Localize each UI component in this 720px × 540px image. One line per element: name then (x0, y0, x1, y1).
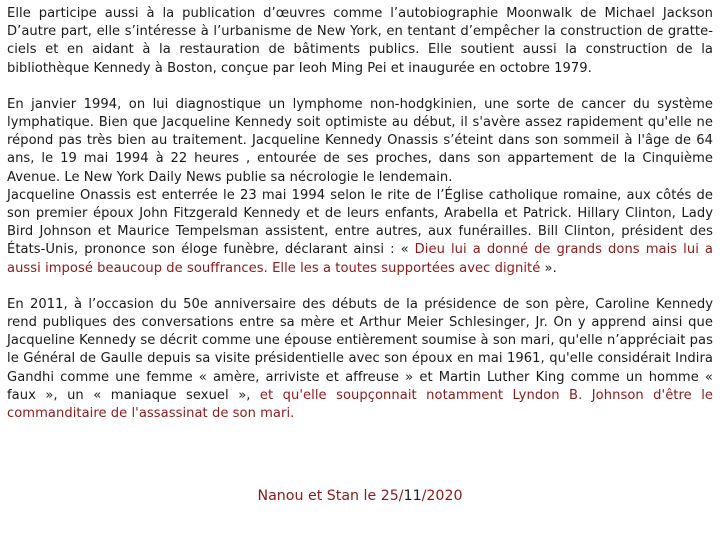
paragraph-illness (7, 96, 713, 187)
signature-names: Nanou et Stan le 25/ (257, 488, 404, 504)
paragraph-funeral-end: ». (540, 260, 557, 276)
johnson-suspicion-text: et qu'elle soupçonnait notamment Lyndon B. Johnson d'être le commanditaire de l'assassinat de son mari. (7, 387, 713, 422)
paragraph-conversations (7, 296, 713, 423)
paragraph-funeral-text: Jacqueline Onassis est enterrée le 23 mai 1994 selon le rite de l’Église catholique romaine, aux côtés de son premier époux John Fitzgerald Kennedy et de leurs enfants, Arabella et Patrick. Hillary Clinton, Lady Bird Johnson et Maurice Tempelsman assistent, entre autres, aux funérailles. Bill Clinton, président des États-Unis, prononce son éloge funèbre, déclarant ainsi : « (7, 187, 713, 258)
paragraph-gap (7, 78, 713, 96)
paragraph-conversations-text: En 2011, à l’occasion du 50e anniversaire des débuts de la présidence de son père, Caroline Kennedy rend publiques des conversations entre sa mère et Arthur Meier Schlesinger, Jr. On y apprend ainsi que Jacqueline Kennedy se décrit comme une épouse entièrement soumise à son mari, qu'elle n’appréciait pas le Général de Gaulle depuis sa visite présidentielle avec son époux en mai 1961, qu'elle considérait Indira Gandhi comme une femme « amère, arriviste et affreuse » et Martin Luther King comme un homme « faux », un « maniaque sexuel », (7, 296, 713, 403)
document-body (7, 5, 713, 423)
signature-year: /2020 (421, 488, 463, 504)
paragraph-funeral (7, 187, 713, 278)
clinton-quote: Dieu lui a donné de grands dons mais lui a aussi imposé beaucoup de souffrances. Elle les a toutes supportées avec dignité (7, 242, 713, 276)
signature-line (0, 488, 720, 504)
paragraph-gap (7, 278, 713, 296)
paragraph-publications (7, 5, 713, 78)
paragraph-illness-text: En janvier 1994, on lui diagnostique un lymphome non-hodgkinien, une sorte de cancer du système lymphatique. Bien que Jacqueline Kennedy soit optimiste au début, il s'avère assez rapidement qu'elle ne répond pas très bien au traitement. Jacqueline Kennedy Onassis s’éteint dans son sommeil à l'âge de 64 ans, le 19 mai 1994 à 22 heures , entourée de ses proches, dans son appartement de la Cinquième Avenue. Le New York Daily News publie sa nécrologie le lendemain. (7, 96, 713, 185)
signature-month: 11 (403, 488, 422, 504)
paragraph-publications-text: Elle participe aussi à la publication d’œuvres comme l’autobiographie Moonwalk de Michael Jackson D’autre part, elle s’intéresse à l’urbanisme de New York, en tentant d’empêcher la construction de gratte-ciels et en aidant à la restauration de bâtiments publics. Elle soutient aussi la construction de la bibliothèque Kennedy à Boston, conçue par Ieoh Ming Pei et inaugurée en octobre 1979. (7, 6, 713, 76)
